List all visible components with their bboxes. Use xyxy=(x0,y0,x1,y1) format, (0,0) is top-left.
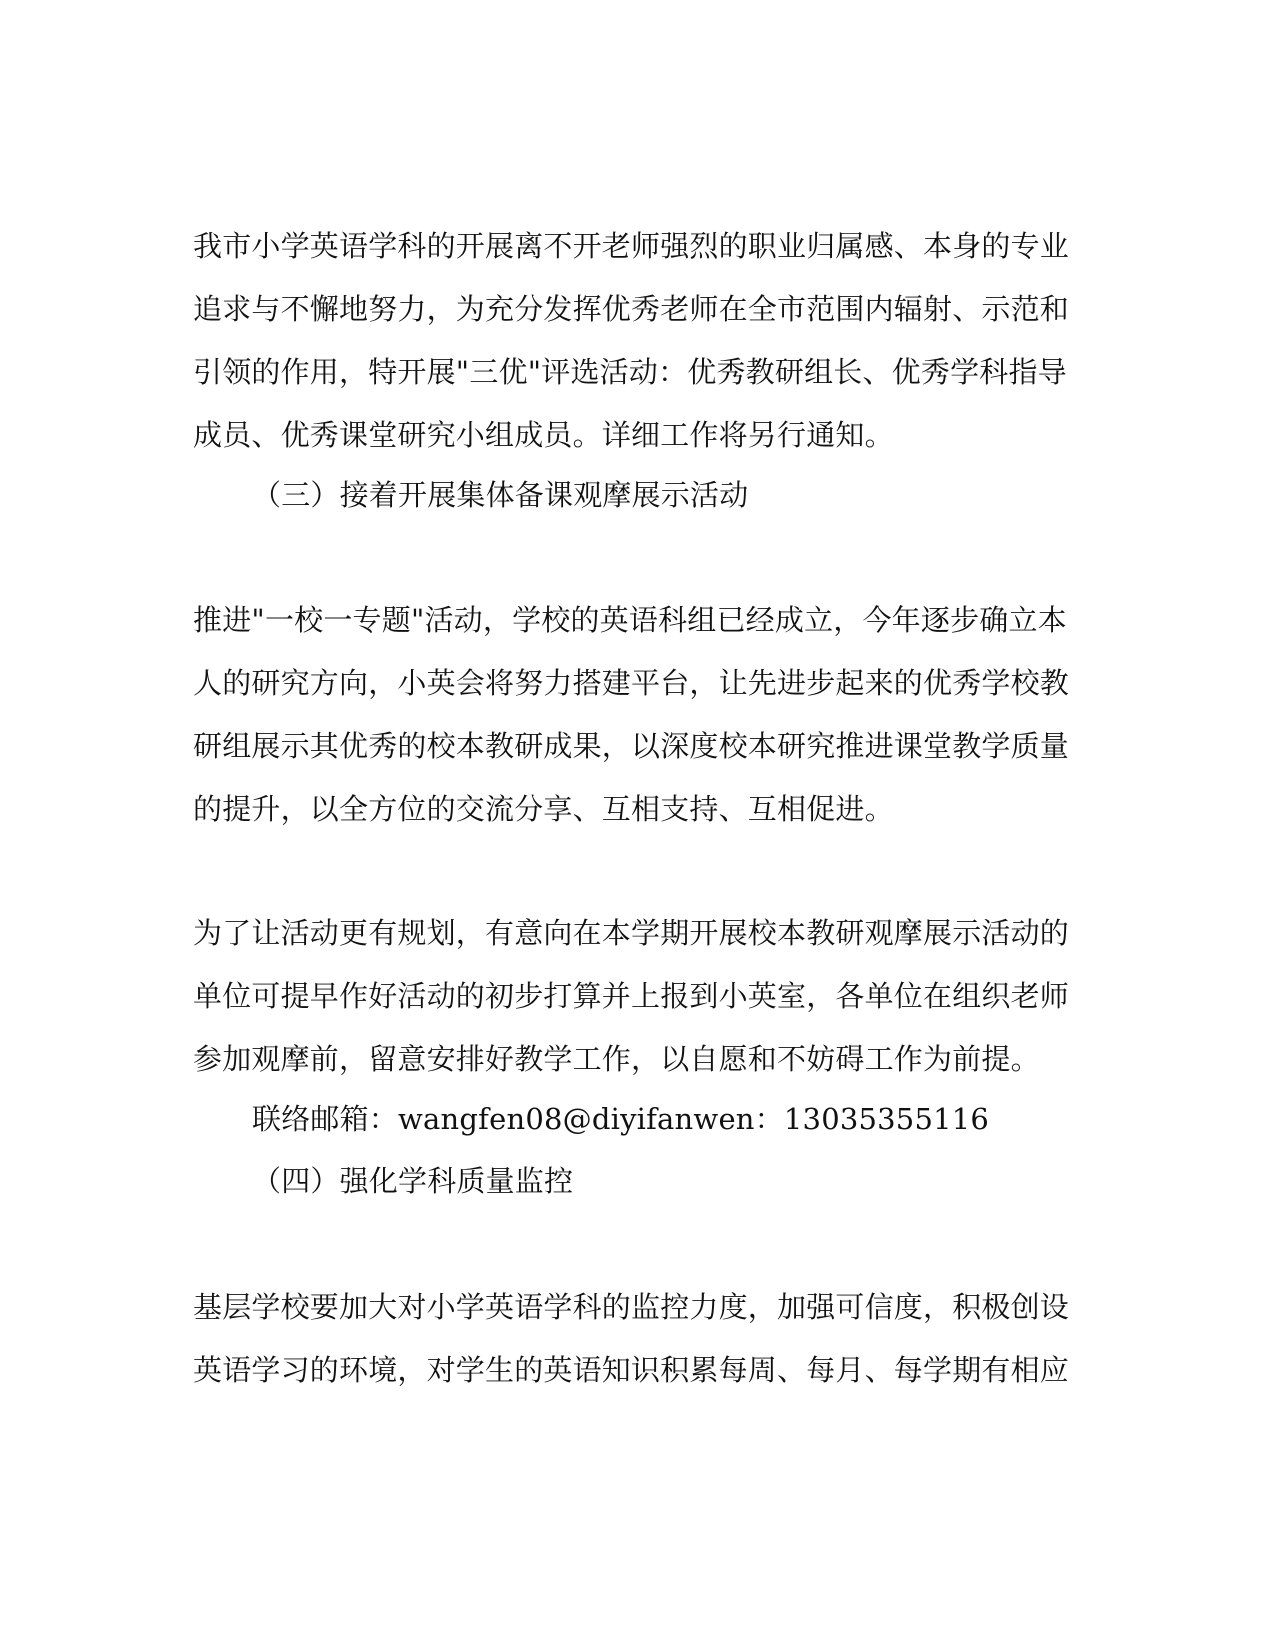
paragraph-line: 单位可提早作好活动的初步打算并上报到小英室，各单位在组织老师 xyxy=(193,979,1070,1013)
paragraph-line: 英语学习的环境，对学生的英语知识积累每周、每月、每学期有相应 xyxy=(193,1353,1070,1387)
paragraph-line: 参加观摩前，留意安排好教学工作，以自愿和不妨碍工作为前提。 xyxy=(193,1042,1040,1076)
paragraph-line: 研组展示其优秀的校本教研成果，以深度校本研究推进课堂教学质量 xyxy=(193,729,1070,763)
paragraph-line: 人的研究方向，小英会将努力搭建平台，让先进步起来的优秀学校教 xyxy=(193,666,1070,700)
paragraph-line: 我市小学英语学科的开展离不开老师强烈的职业归属感、本身的专业 xyxy=(193,229,1070,263)
paragraph-line: 基层学校要加大对小学英语学科的监控力度，加强可信度，积极创设 xyxy=(193,1290,1070,1324)
paragraph-line: 推进"一校一专题"活动，学校的英语科组已经成立，今年逐步确立本 xyxy=(193,603,1067,637)
paragraph-line: 的提升，以全方位的交流分享、互相支持、互相促进。 xyxy=(193,792,894,826)
section-heading: （三）接着开展集体备课观摩展示活动 xyxy=(252,478,749,512)
section-heading: （四）强化学科质量监控 xyxy=(252,1164,574,1198)
paragraph-line: 追求与不懈地努力，为充分发挥优秀老师在全市范围内辐射、示范和 xyxy=(193,292,1070,326)
contact-line: 联络邮箱：wangfen08@diyifanwen：13035355116 xyxy=(252,1102,990,1136)
paragraph-line: 引领的作用，特开展"三优"评选活动：优秀教研组长、优秀学科指导 xyxy=(193,355,1067,389)
paragraph-line: 为了让活动更有规划，有意向在本学期开展校本教研观摩展示活动的 xyxy=(193,916,1070,950)
paragraph-line: 成员、优秀课堂研究小组成员。详细工作将另行通知。 xyxy=(193,418,894,452)
